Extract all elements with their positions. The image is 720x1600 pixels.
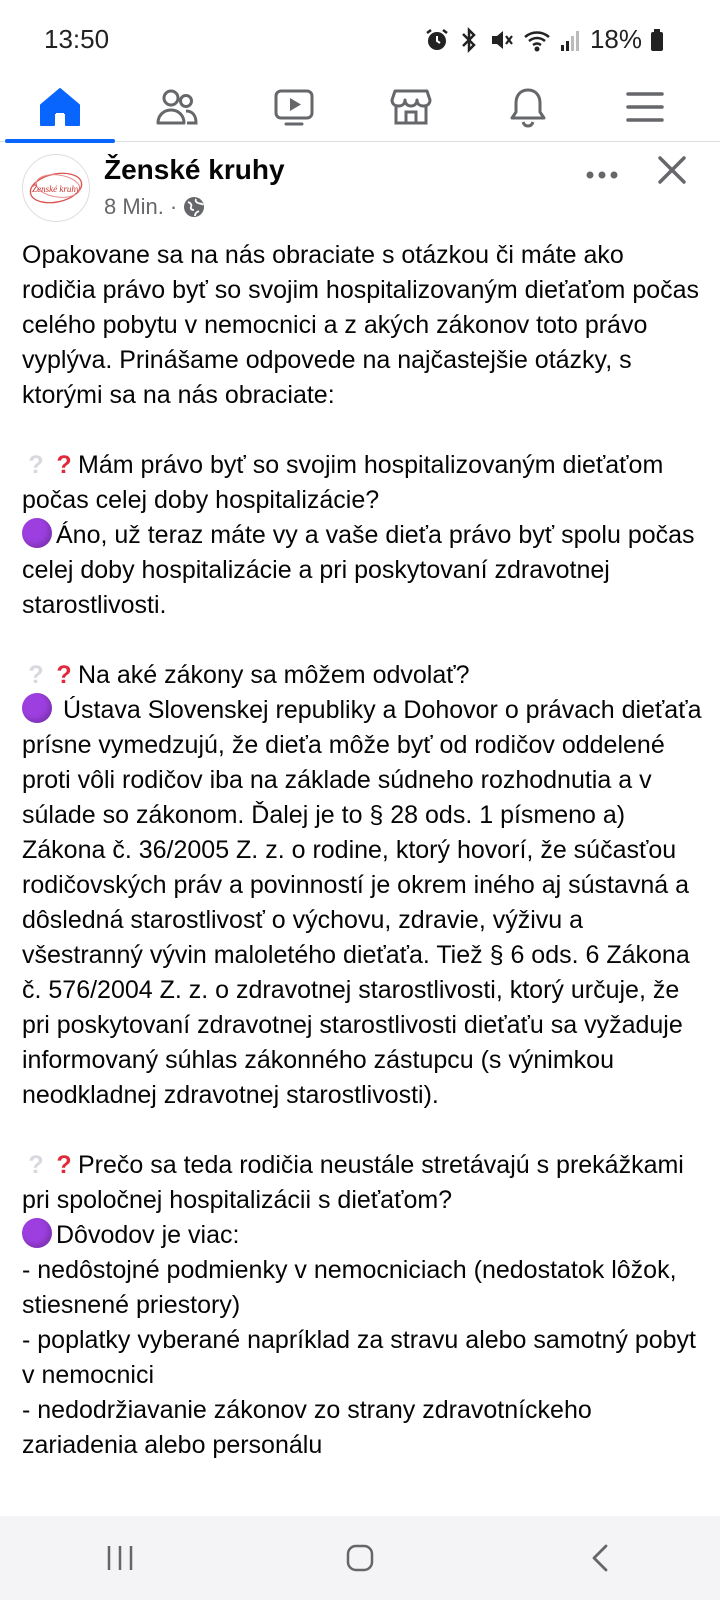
answer-1-text: Áno, už teraz máte vy a vaše dieťa právo byť spolu počas celej doby hospitalizácie a pri poskytovaní zdravotnej starostlivosti.	[22, 521, 695, 619]
question-1	[22, 448, 702, 518]
question-2	[22, 658, 702, 693]
purple-circle-icon	[22, 1218, 52, 1248]
white-question-icon: ?	[28, 1151, 44, 1179]
post-time[interactable]: 8 Min.	[104, 194, 164, 219]
post-intro: Opakovane sa na nás obraciate s otázkou či máte ako rodičia právo byť so svojim hospitalizovaným dieťaťom počas celého pobytu v nemocnici a z akých zákonov toto právo vyplýva. Prinášame odpovede na najčastejšie otázky, s ktorými sa na nás obraciate:	[22, 241, 700, 409]
mute-icon	[488, 27, 514, 53]
close-icon	[657, 155, 687, 185]
question-3-text: Prečo sa teda rodičia neustále stretávajú s prekážkami pri spoločnej hospitalizácii s dieťaťom?	[22, 1151, 684, 1214]
alarm-icon	[424, 27, 450, 53]
tab-video[interactable]	[234, 72, 354, 142]
battery-icon	[650, 27, 664, 53]
meta-separator: ·	[169, 194, 178, 219]
menu-icon	[625, 89, 665, 125]
red-question-icon: ?	[56, 1151, 72, 1179]
answer-3-text: Dôvodov je viac:	[56, 1221, 240, 1249]
top-nav-bar	[0, 72, 720, 142]
status-icons	[424, 24, 664, 55]
tab-home[interactable]	[0, 72, 120, 142]
home-button[interactable]	[300, 1516, 420, 1600]
svg-text:Ženské kruhy: Ženské kruhy	[32, 184, 80, 194]
author-name[interactable]: Ženské kruhy	[104, 154, 285, 185]
purple-circle-icon	[22, 693, 52, 723]
signal-icon	[560, 27, 582, 53]
answer-1	[22, 518, 702, 623]
post-body	[22, 238, 702, 1463]
more-icon	[586, 171, 618, 179]
more-options-button[interactable]	[578, 160, 626, 190]
post-header	[0, 150, 720, 230]
bell-icon	[508, 86, 548, 128]
page-logo	[24, 156, 88, 220]
list-item: - poplatky vyberané napríklad za stravu alebo samotný pobyt v nemocnici	[22, 1326, 696, 1389]
answer-3	[22, 1218, 702, 1253]
system-nav-bar	[0, 1516, 720, 1600]
question-3	[22, 1148, 702, 1218]
answer-2-text: Ústava Slovenskej republiky a Dohovor o právach dieťaťa prísne vymedzujú, že dieťa môže byť od rodičov oddelené proti vôli rodičov iba na základe súdneho rozhodnutia a v súlade so zákonom. Ďalej je to § 28 ods. 1 písmeno a) Zákona č. 36/2005 Z. z. o rodine, ktorý hovorí, že súčasťou rodičovských práv a povinností je okrem iného aj sústavná a dôsledná starostlivosť o výchovu, zdravie, výživu a všestranný vývin maloletého dieťaťa. Tiež § 6 ods. 6 Zákona č. 576/2004 Z. z. o zdravotnej starostlivosti, ktorý určuje, že pri poskytovaní zdravotnej starostlivosti dieťaťu sa vyžaduje informovaný súhlas zákonného zástupcu (s výnimkou neodkladnej zdravotnej starostlivosti).	[22, 696, 702, 1109]
back-button[interactable]	[540, 1516, 660, 1600]
wifi-icon	[522, 27, 552, 53]
answer-2	[22, 693, 702, 1113]
tab-marketplace[interactable]	[351, 72, 471, 142]
tab-menu[interactable]	[585, 72, 705, 142]
post-meta	[104, 194, 205, 220]
status-bar	[0, 0, 720, 72]
red-question-icon: ?	[56, 451, 72, 479]
status-time: 13:50	[44, 24, 110, 54]
battery-level: 18%	[589, 24, 642, 54]
purple-circle-icon	[22, 518, 52, 548]
list-item: - nedodržiavanie zákonov zo strany zdravotníckeho zariadenia alebo personálu	[22, 1396, 592, 1459]
tab-notifications[interactable]	[468, 72, 588, 142]
question-1-text: Mám právo byť so svojim hospitalizovaným dieťaťom počas celej doby hospitalizácie?	[22, 451, 664, 514]
recent-apps-icon	[105, 1544, 135, 1572]
recent-apps-button[interactable]	[60, 1516, 180, 1600]
bluetooth-icon	[458, 27, 480, 53]
close-button[interactable]	[652, 150, 692, 190]
white-question-icon: ?	[28, 451, 44, 479]
tab-friends[interactable]	[117, 72, 237, 142]
video-icon	[273, 87, 315, 127]
back-icon	[589, 1543, 611, 1573]
red-question-icon: ?	[56, 661, 72, 689]
globe-icon	[183, 196, 205, 218]
question-2-text: Na aké zákony sa môžem odvolať?	[78, 661, 470, 689]
home-circle-icon	[345, 1543, 375, 1573]
list-item: - nedôstojné podmienky v nemocniciach (nedostatok lôžok, stiesnené priestory)	[22, 1256, 677, 1319]
friends-icon	[155, 87, 199, 127]
marketplace-icon	[390, 87, 432, 127]
home-icon	[39, 87, 81, 127]
white-question-icon: ?	[28, 661, 44, 689]
avatar[interactable]	[22, 154, 90, 222]
